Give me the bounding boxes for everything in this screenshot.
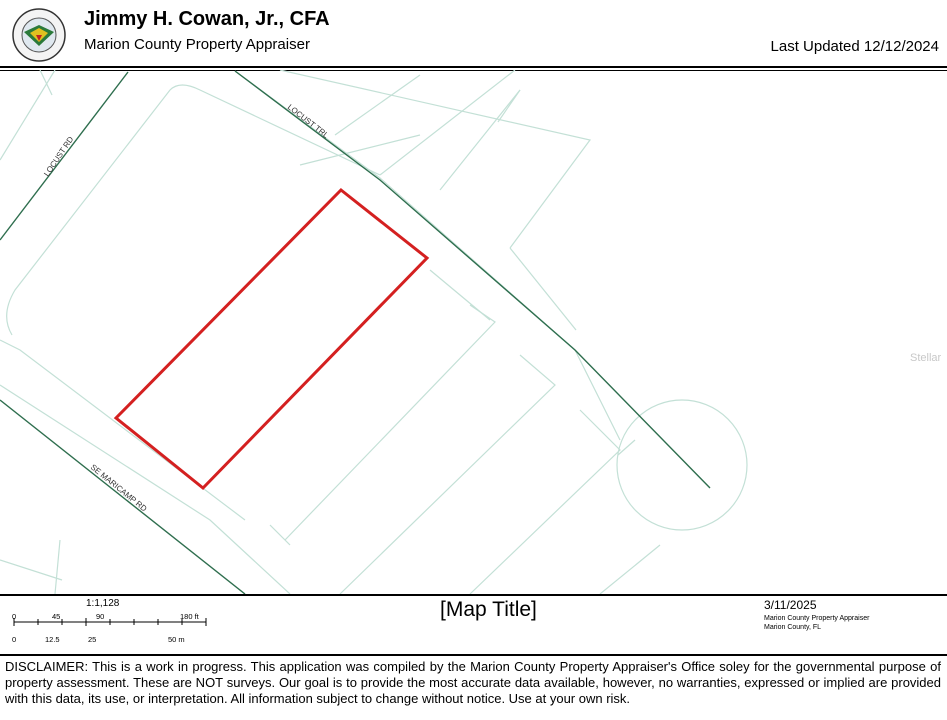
disclaimer-divider — [0, 654, 947, 656]
subject-parcel — [116, 190, 427, 488]
scale-m-25: 25 — [88, 635, 97, 644]
scale-ft-0: 0 — [12, 612, 17, 621]
scale-ft-90: 90 — [96, 612, 105, 621]
map-canvas — [0, 70, 947, 594]
map-date: 3/11/2025 — [764, 598, 817, 612]
credit-line-2: Marion County, FL — [764, 624, 822, 631]
street-label-se-maricamp-rd: SE MARICAMP RD — [88, 462, 149, 514]
property-appraiser-seal-icon — [8, 8, 70, 62]
header — [0, 0, 947, 66]
scale-ratio: 1:1,128 — [86, 598, 120, 609]
credit-line-1: Marion County Property Appraiser — [764, 615, 870, 622]
street-label-locust-trl: LOCUST TRL — [285, 102, 331, 141]
parcel-lines — [0, 70, 747, 594]
scale-m-0: 0 — [12, 635, 17, 644]
parcel-map[interactable] — [0, 70, 947, 594]
map-footer — [0, 596, 947, 654]
street-label-locust-rd: LOCUST RD — [42, 134, 76, 179]
scale-m-50: 50 m — [168, 635, 185, 644]
scale-ft-180: 180 ft — [180, 612, 199, 621]
scale-m-12-5: 12.5 — [45, 635, 60, 644]
header-divider — [0, 66, 947, 68]
appraiser-name: Jimmy H. Cowan, Jr., CFA — [84, 8, 330, 30]
disclaimer: DISCLAIMER: This is a work in progress. This application was compiled by the Marion County Property Appraiser's Office soley for the governmental purpose of property assessment. These are NOT surveys. Our goal is to provide the most accurate data available, however, no warranties, expressed or implied are provided with this data, its use, or interpretation. All information subject to change without notice. Use at your own risk. — [5, 659, 941, 706]
watermark: Stellar — [910, 352, 942, 364]
last-updated: Last Updated 12/12/2024 — [770, 38, 939, 55]
scale-ft-45: 45 — [52, 612, 61, 621]
office-name: Marion County Property Appraiser — [84, 36, 310, 53]
map-title: [Map Title] — [440, 598, 537, 621]
